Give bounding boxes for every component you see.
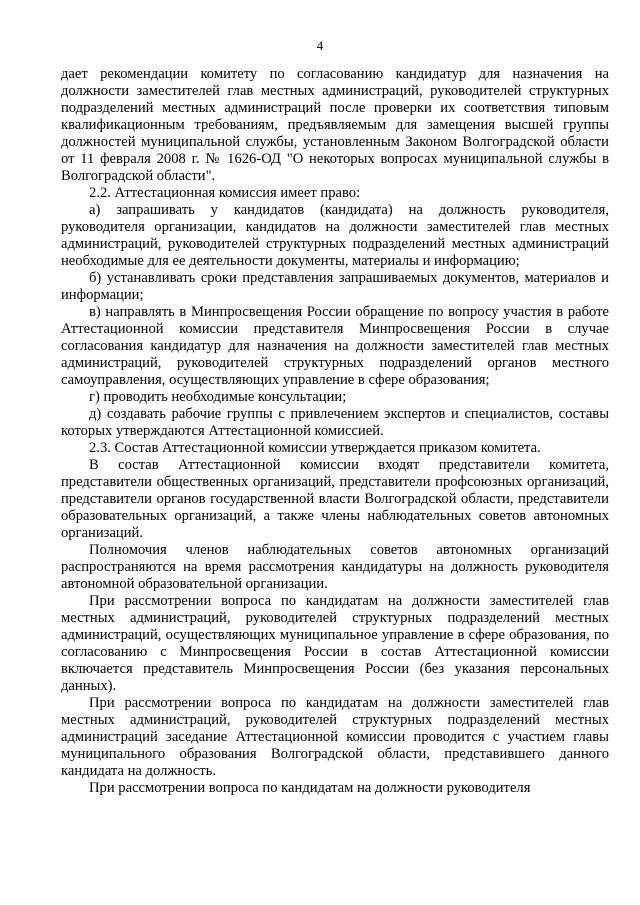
page-number: 4: [316, 38, 324, 53]
paragraph: При рассмотрении вопроса по кандидатам на должности заместителей глав местных администраций, руководителей структурных подразделений местных администраций заседание Аттестационной комиссии проводится с участием главы муниципального образования Волгоградской области, представившего данного кандидата на должность.: [61, 695, 609, 779]
document-body: [61, 66, 609, 797]
paragraph: г) проводить необходимые консультации;: [89, 389, 347, 405]
paragraph: а) запрашивать у кандидатов (кандидата) на должность руководителя, руководителя организации, кандидатов на должности заместителей глав местных администраций, руководителей структурных подразделений местных администраций необходимые для ее деятельности документы, материалы и информацию;: [61, 202, 609, 269]
paragraph: 2.3. Состав Аттестационной комиссии утверждается приказом комитета.: [89, 440, 541, 456]
paragraph: 2.2. Аттестационная комиссия имеет право:: [89, 185, 361, 201]
paragraph: дает рекомендации комитету по согласованию кандидатур для назначения на должности заместителей глав местных администраций, руководителей структурных подразделений местных администраций после проверки их соответствия типовым квалификационным требованиям, предъявляемым для замещения высшей группы должностей муниципальной службы, установленным Законом Волгоградской области от 11 февраля 2008 г. № 1626-ОД "О некоторых вопросах муниципальной службы в Волгоградской области".: [61, 66, 609, 184]
paragraph: При рассмотрении вопроса по кандидатам на должности руководителя: [89, 780, 531, 796]
paragraph: В состав Аттестационной комиссии входят представители комитета, представители общественных организаций, представители профсоюзных организаций, представители органов государственной власти Волгоградской области, представители образовательных организаций, а также члены наблюдательных советов автономных организаций.: [61, 457, 609, 541]
paragraph: в) направлять в Минпросвещения России обращение по вопросу участия в работе Аттестационной комиссии представителя Минпросвещения России в случае согласования кандидатур для назначения на должности заместителей глав местных администраций, руководителей структурных подразделений органов местного самоуправления, осуществляющих управление в сфере образования;: [61, 304, 609, 388]
paragraph: Полномочия членов наблюдательных советов автономных организаций распространяются на время рассмотрения кандидатуры на должность руководителя автономной образовательной организации.: [61, 542, 609, 592]
paragraph: д) создавать рабочие группы с привлечением экспертов и специалистов, составы которых утверждаются Аттестационной комиссией.: [61, 406, 609, 439]
paragraph: б) устанавливать сроки представления запрашиваемых документов, материалов и информации;: [61, 270, 609, 303]
paragraph: При рассмотрении вопроса по кандидатам на должности заместителей глав местных администраций, руководителей структурных подразделений местных администраций, осуществляющих муниципальное управление в сфере образования, по согласованию с Минпросвещения России в состав Аттестационной комиссии включается представитель Минпросвещения России (без указания персональных данных).: [61, 593, 609, 694]
